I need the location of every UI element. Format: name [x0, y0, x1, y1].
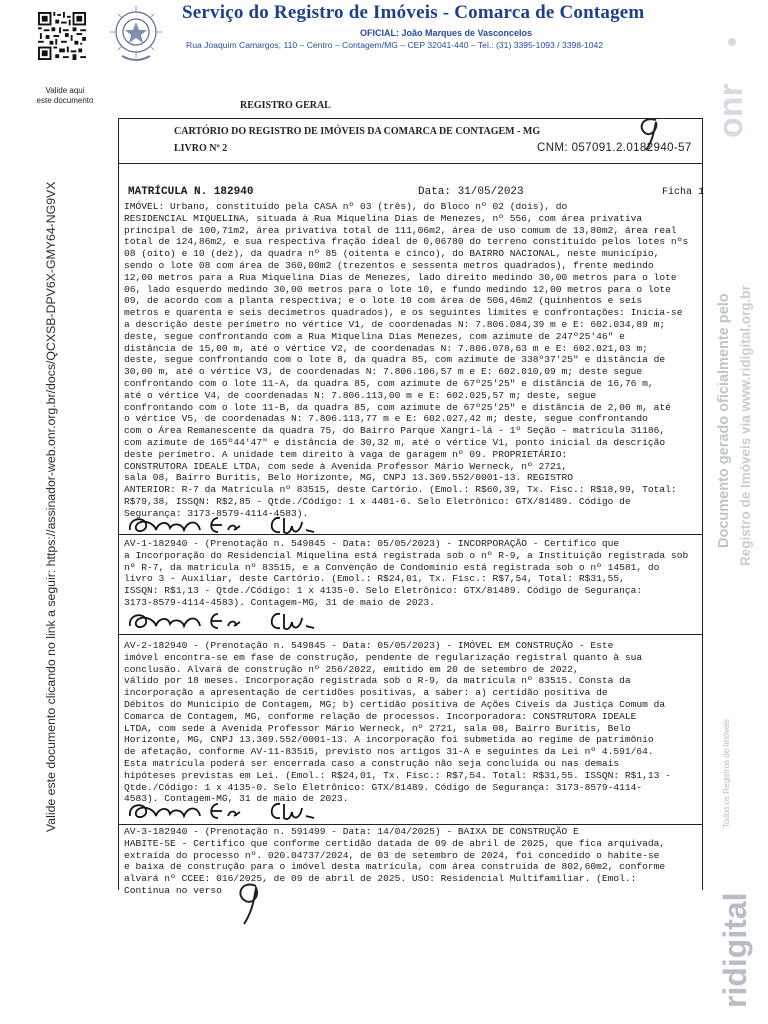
text-line: distância de 15,00 m, até o vértice V2, de coordenadas N: 7.806.078,63 m e E: 602.021,03 m;	[124, 342, 648, 354]
ficha-number: Ficha 1	[662, 187, 705, 198]
text-line: principal de 100,71m2, área privativa total de 111,06m2, área de uso comum de 13,80m2, área real	[124, 224, 677, 236]
text-line: AV-2-182940 - (Prenotação n. 549845 - Data: 05/05/2023) - IMÓVEL EM CONSTRUÇÃO - Este	[124, 640, 614, 651]
text-line: CONSTRUTORA IDEALE LTDA, com sede à Avenida Professor Mário Werneck, nº 2721,	[124, 460, 568, 472]
text-line: 08 (oito) e 10 (dez), da quadra nº 85 (oitenta e cinco), do BAIRRO NACIONAL, neste município,	[124, 248, 660, 260]
text-line: confrontando com o lote 11-A, da quadra 85, com azimute de 67º25'25" e distância de 16,76 m,	[124, 377, 654, 389]
imovel-description	[124, 201, 694, 520]
text-line: 12,00 metros para a Rua Miquelina Dias de Menezes, lado direito medindo 30,00 metros para o lote	[124, 271, 677, 283]
text-line: Continua no verso	[124, 884, 222, 896]
text-line: válido por 18 meses. Incorporação registrada sob o R-9, da matrícula nº 83515. Consta da	[124, 675, 631, 687]
text-line: RESIDENCIAL MIQUELINA, situada à Rua Miquelina Dias de Menezes, nº 556, com área privativa	[124, 212, 643, 224]
matricula-date: Data: 31/05/2023	[418, 186, 524, 198]
frame-left-border	[118, 118, 119, 890]
matricula-number: MATRÍCULA N. 182940	[128, 186, 254, 198]
av3-entry	[124, 826, 694, 897]
text-line: IMÓVEL: Urbano, constituído pela CASA nº 03 (três), do Bloco nº 02 (dois), do	[124, 201, 568, 212]
text-line: com o Área Remanescente da quadra 75, do Bairro Parque Xangri-lá - 1º Seção - matrícula 31186,	[124, 425, 666, 437]
text-line: 06, lado esquerdo medindo 30,00 metros para o lote 10, e fundo medindo 12,00 metros para o lote	[124, 283, 671, 295]
cartorio-heading: CARTÓRIO DO REGISTRO DE IMÓVEIS DA COMARCA DE CONTAGEM - MG	[174, 126, 541, 137]
text-line: Débitos do Município de Contagem, MG; b) certidão positiva de Ações Cíveis da Justiça Comum da	[124, 698, 666, 710]
av1-entry	[124, 538, 694, 609]
text-line: incorporação a apresentação de certidões positivas, a saber: a) certidão positiva de	[124, 687, 608, 699]
cnm-number: CNM: 057091.2.0182940-57	[537, 142, 692, 154]
text-line: 09, de acordo com a planta respectiva; e o lote 10 com área de 506,46m2 (quinhentos e seis	[124, 295, 643, 307]
qr-code[interactable]	[38, 12, 86, 60]
officer-name: OFICIAL: João Marques de Vasconcelos	[360, 28, 533, 38]
text-line: a descrição deste perímetro no vértice V1, de coordenadas N: 7.806.084,39 m e E: 602.034,89 m;	[124, 318, 666, 330]
livro-number: LIVRO Nº 2	[174, 143, 228, 154]
frame-right-border	[702, 118, 703, 890]
text-line: e baixa de construção para o imóvel desta matrícula, com área construída de 802,60m2, conforme	[124, 861, 666, 873]
qr-caption: Valide aqui este documento	[36, 86, 94, 105]
text-line: nº R-7, da matrícula nº 83515, e a Convenção de Condomínio está registrada sob o nº 14581, do	[124, 561, 660, 573]
handwritten-page-mark	[230, 878, 270, 928]
text-line: Horizonte, MG, CNPJ 13.369.552/0001-13. A incorporação foi submetida ao regime de patrimônio	[124, 734, 654, 746]
text-line: ANTERIOR: R-7 da Matrícula nº 83515, deste Cartório. (Emol.: R$60,39, Tx. Fisc.: R$18,99, Total:	[124, 484, 677, 496]
text-line: Segurança: 3173-8579-4114-4583).	[124, 507, 309, 519]
registry-text: Registro de Imóveis via www.ridigital.org.br	[738, 285, 753, 566]
text-line: 3173-8579-4114-4583). Contagem-MG, 31 de maio de 2023.	[124, 596, 435, 608]
text-line: a Incorporação do Residencial Miquelina está registrada sob o nº R-9, a Instituição registrada sob	[124, 549, 689, 561]
header-bottom-rule	[118, 163, 702, 164]
text-line: deste perímetro. A unidade tem direito à vaga de garagem nº 09. PROPRIETÁRIO:	[124, 448, 568, 460]
handwritten-mark	[630, 112, 672, 154]
office-address: Rua Joaquim Camargos, 110 – Centro – Contagem/MG – CEP 32041-440 – Tel.: (31) 3395-1093 / 3398-1042	[186, 40, 604, 50]
text-line: confrontando com o lote 11-B, da quadra 85, com azimute de 67º25'25" e distância de 2,00 m, até	[124, 401, 671, 413]
text-line: o vértice V5, de coordenadas N: 7.806.113,77 m e E: 602.027,42 m; deste, segue confrontando	[124, 413, 648, 425]
entry-divider-3	[118, 824, 702, 825]
text-line: livro 3 - Auxiliar, deste Cartório. (Emol.: R$24,01, Tx. Fisc.: R$7,54, Total: R$31,55,	[124, 573, 625, 585]
text-line: ISSQN: R$1,13 - Qtde./Código: 1 x 4135-0. Selo Eletrônico: GTX/81489. Código de Segurança:	[124, 585, 643, 597]
registro-geral-heading: REGISTRO GERAL	[240, 100, 331, 111]
entry-divider-2	[118, 634, 702, 635]
text-line: conclusão. Alvará de construção nº 256/2022, emitido em 20 de setembro de 2022,	[124, 663, 579, 675]
text-line: HABITE-SE - Certifico que conforme certidão datada de 09 de abril de 2025, que fica arquivada,	[124, 837, 666, 849]
text-line: Qtde./Código: 1 x 4135-0. Selo Eletrônico: GTX/81489. Código de Segurança: 3173-8579-4114-	[124, 781, 643, 793]
text-line: de afetação, conforme AV-11-83515, previsto nos artigos 31-A e seguintes da Lei nº 4.591/64.	[124, 746, 654, 758]
office-title: Serviço do Registro de Imóveis - Comarca de Contagem	[182, 2, 645, 23]
frame-top-rule	[118, 118, 702, 119]
text-line: até o vértice V4, de coordenadas N: 7.806.113,00 m e E: 602.025,57 m; deste, segue	[124, 389, 597, 401]
validation-link-text[interactable]: Valide este documento clicando no link a seguir: https://assinador-web.onr.org.br/docs/QCXSB-DPV6X-GMY64-NG9VX	[44, 181, 58, 832]
text-line: LTDA, com sede à Avenida Professor Mário Werneck, nº 2721, sala 08, Bairro Buritis, Belo	[124, 722, 631, 734]
text-line: sendo o lote 08 com área de 360,00m2 (trezentos e sessenta metros quadrados), frente medindo	[124, 259, 654, 271]
av2-entry	[124, 640, 694, 805]
text-line: 30,00 m, até o vértice V3, de coordenadas N: 7.806.106,57 m e E: 602.010,09 m; deste segue	[124, 366, 643, 378]
text-line: imóvel encontra-se em fase de construção, pendente de regularização registral quanto à sua	[124, 651, 643, 663]
text-line: R$79,38, ISSQN: R$2,85 - Qtde./Código: 1 x 4401-6. Selo Eletrônico: GTX/81489. Código de	[124, 495, 631, 507]
text-line: alvará nº CCEE: 016/2025, de 09 de abril de 2025. USO: Residencial Multifamiliar. (Emol.:	[124, 873, 637, 885]
text-line: Comarca de Contagem, MG, conforme relação de processos. Incorporadora: CONSTRUTORA IDEALE	[124, 710, 637, 722]
generated-officially-text: Documento gerado oficialmente pelo	[716, 293, 732, 548]
ridigital-logo-icon	[710, 840, 760, 1010]
text-line: deste, segue confrontando com a Rua Miquelina Dias Menezes, com azimute de 247º25'46" e	[124, 330, 625, 342]
text-line: total de 124,86m2, e sua respectiva fração ideal de 0,06780 do terreno constituído pelos lotes nºs	[124, 236, 689, 248]
brasao-seal-icon	[104, 2, 168, 66]
text-line: AV-1-182940 - (Prenotação n. 549845 - Data: 05/05/2023) - INCORPORAÇÃO - Certifico que	[124, 538, 620, 549]
text-line: sala 08, Bairro Buritis, Belo Horizonte, MG, CNPJ 13.369.552/0001-13. REGISTRO	[124, 472, 574, 484]
text-line: 4583). Contagem-MG, 31 de maio de 2023.	[124, 793, 349, 805]
text-line: hipóteses previstas em Lei. (Emol.: R$24,01, Tx. Fisc.: R$7,54. Total: R$31,55. ISSQN: R$1,13 -	[124, 769, 671, 781]
text-line: com azimute de 165º44'47" e distância de 30,32 m, até o vértice V1, ponto inicial da descrição	[124, 436, 666, 448]
text-line: AV-3-182940 - (Prenotação n. 591499 - Data: 14/04/2025) - BAIXA DE CONSTRUÇÃO E	[124, 826, 579, 837]
onr-logo-text: onr	[712, 83, 750, 138]
todos-registros-text: Todos os Registros de Imóveis	[722, 719, 731, 828]
text-line: deste, segue confrontando com o lote 8, da quadra 85, com azimute de 338º37'25" e distância de	[124, 354, 666, 366]
text-line: metros e quarenta e seis decímetros quadrados), e os seguintes limites e confrontações: Inicia-se	[124, 307, 683, 319]
onr-logo-icon	[708, 30, 754, 140]
text-line: extraída do processo nº. 020.04737/2024, de 03 de setembro de 2024, foi concedido o habite-se	[124, 849, 660, 861]
ridigital-logo-text: ridigital	[717, 892, 753, 1008]
text-line: Esta matrícula poderá ser encerrada caso a construção não seja concluída ou nas demais	[124, 757, 620, 769]
entry-divider-1	[118, 534, 702, 535]
